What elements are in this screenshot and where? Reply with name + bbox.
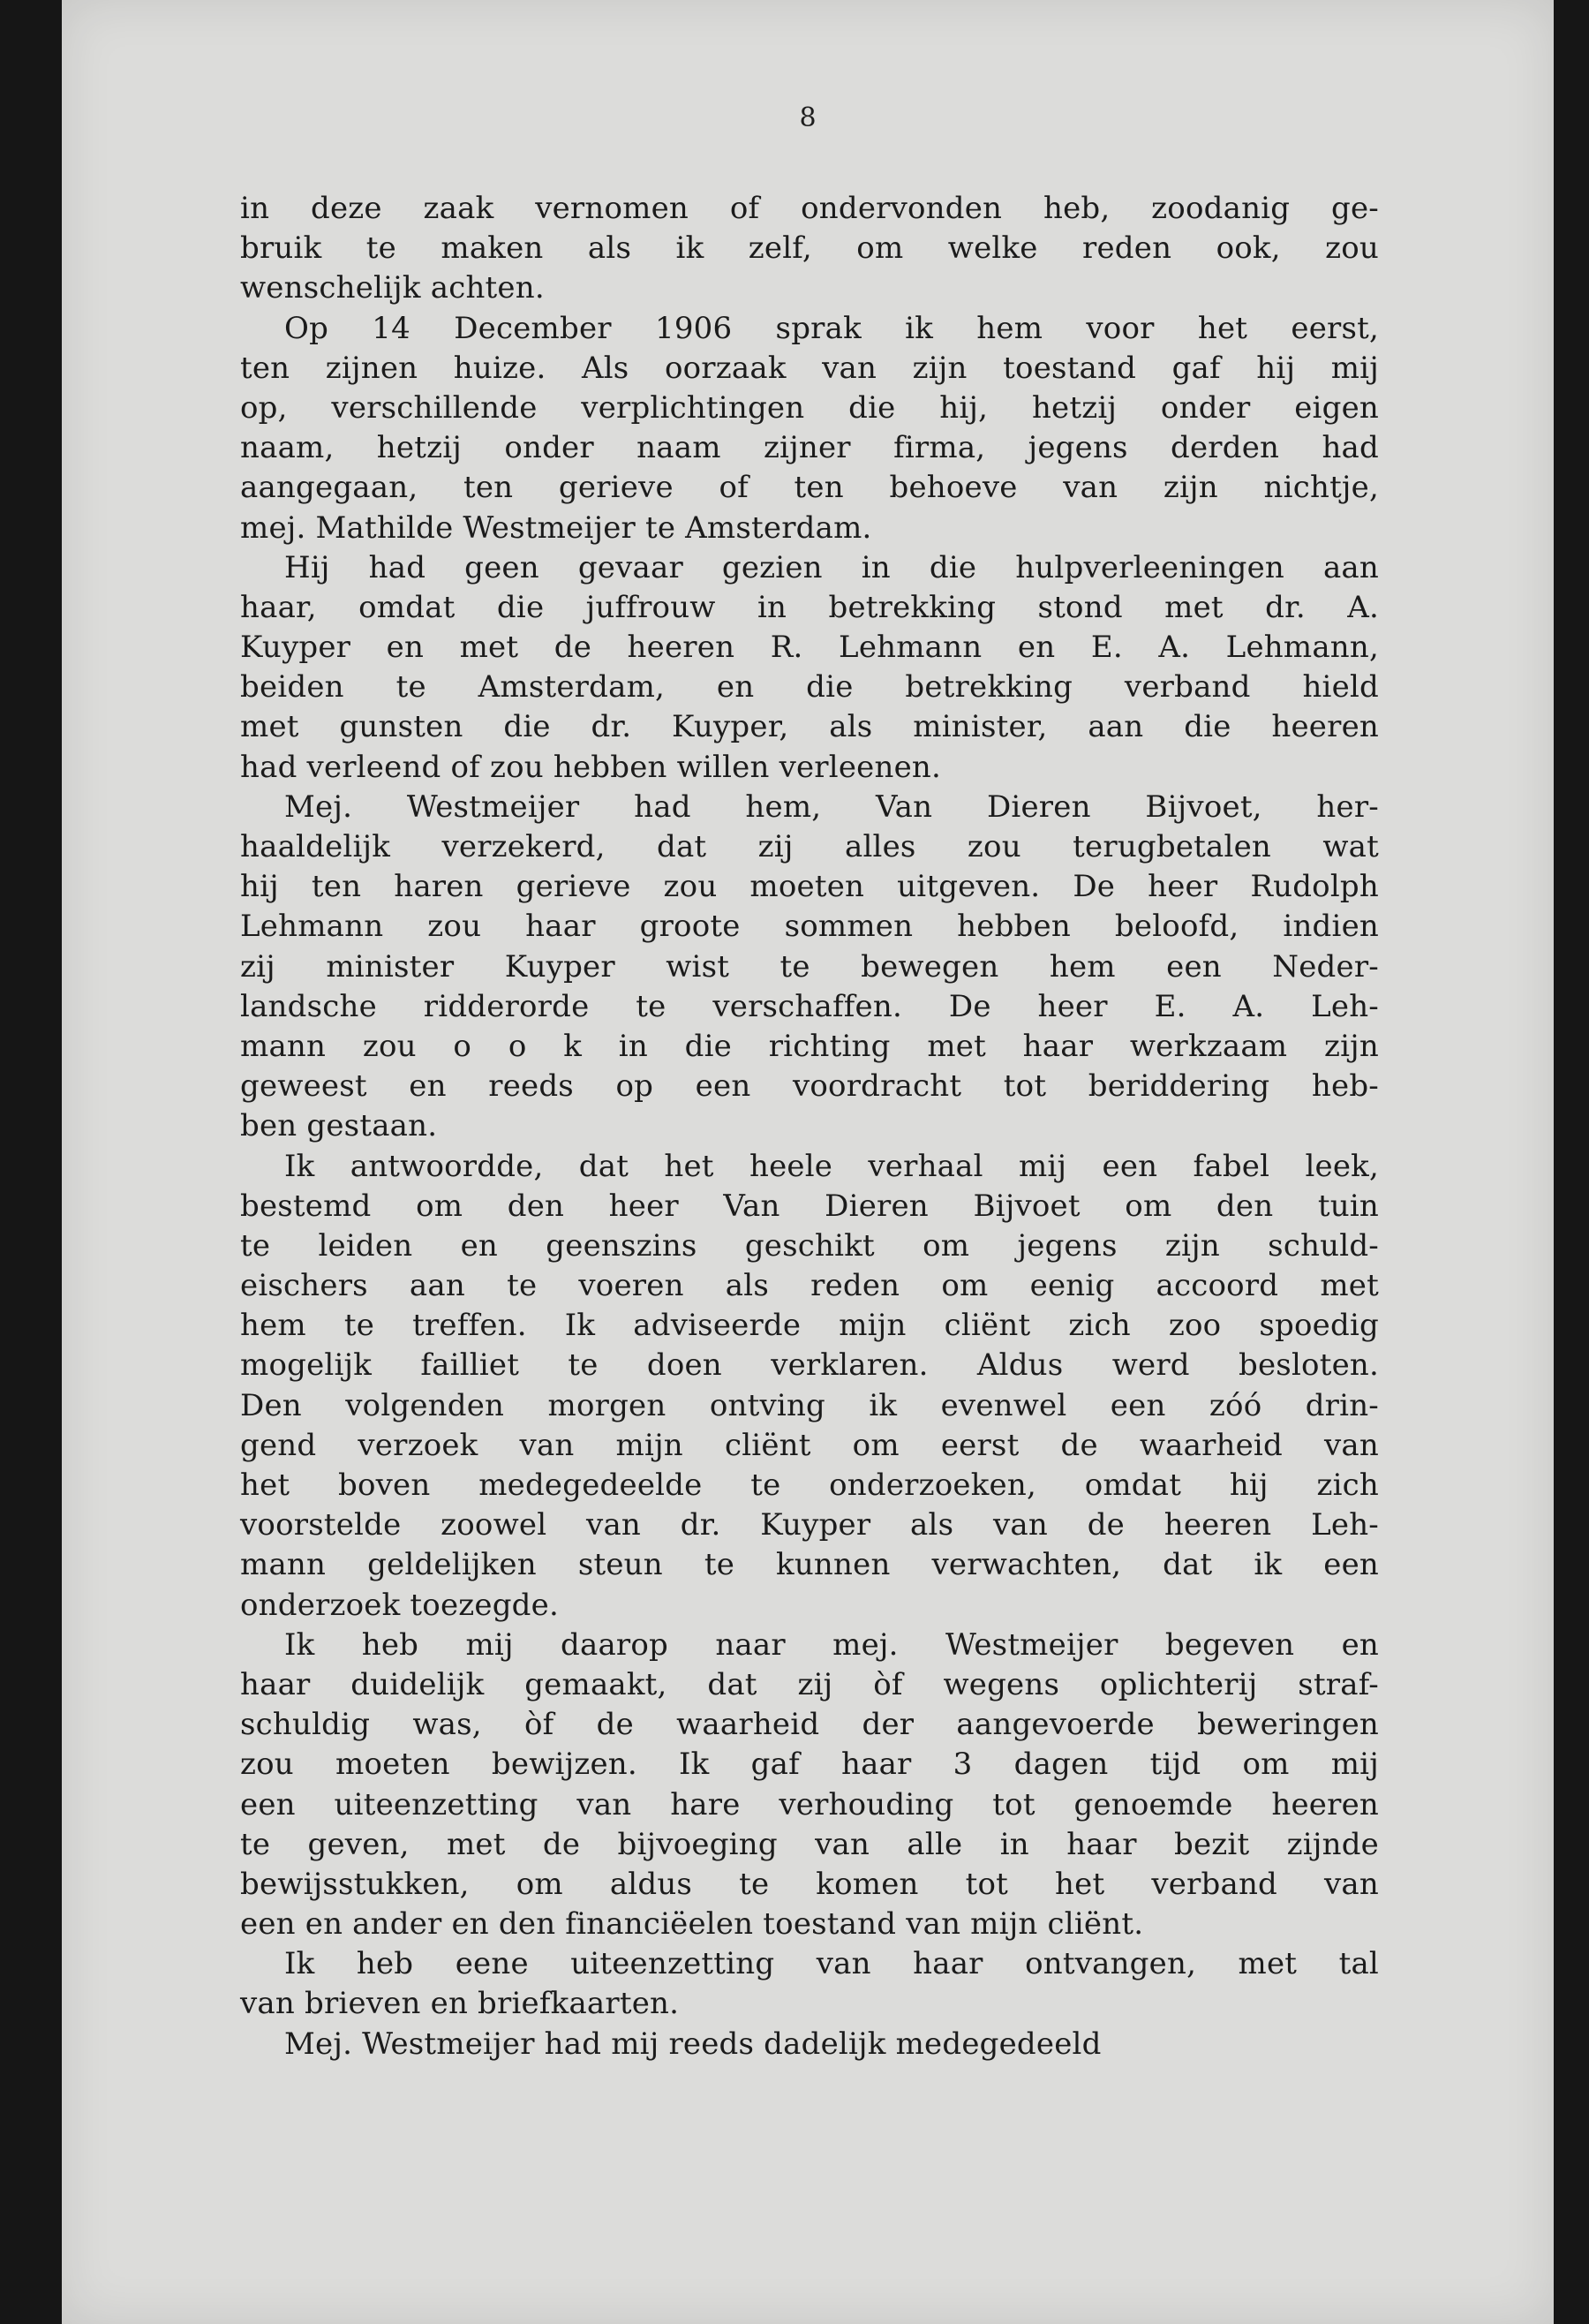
text-line: te leiden en geenszins geschikt om jegens zijn schuld- [240,1227,1379,1264]
text-line: in deze zaak vernomen of ondervonden heb, zoodanig ge- [240,191,1379,226]
text-line: Den volgenden morgen ontving ik evenwel een zóó drin- [240,1387,1379,1423]
paragraph [240,1944,1379,2024]
text-line: het boven medegedeelde te onderzoeken, omdat hij zich [240,1468,1379,1503]
text-line: bewijsstukken, om aldus te komen tot het verband van [240,1866,1379,1902]
page-number: 8 [799,102,817,133]
text-line: mogelijk failliet te doen verklaren. Aldus werd besloten. [240,1347,1379,1384]
text-line: te geven, met de bijvoeging van alle in haar bezit zijnde [240,1826,1379,1862]
book-page [62,0,1554,2324]
text-line: ben gestaan. [240,1108,438,1144]
text-line: haar duidelijk gemaakt, dat zij òf wegens oplichterij straf- [240,1666,1379,1702]
paragraph [240,309,1379,548]
text-line: gend verzoek van mijn cliënt om eerst de waarheid van [240,1427,1379,1463]
text-line: zou moeten bewijzen. Ik gaf haar 3 dagen tijd om mij [240,1747,1379,1783]
paragraph [240,1626,1379,1945]
text-line: Kuyper en met de heeren R. Lehmann en E. A. Lehmann, [240,630,1379,666]
text-line: mann zou o o k in die richting met haar werkzaam zijn [240,1028,1379,1064]
paragraph [240,2025,1379,2064]
text-line: beiden te Amsterdam, en die betrekking verband hield [240,669,1379,706]
text-line: Ik heb eene uiteenzetting van haar ontvangen, met tal [284,1946,1379,1982]
text-line: zij minister Kuyper wist te bewegen hem een Neder- [240,948,1379,985]
text-line: schuldig was, òf de waarheid der aangevoerde beweringen [240,1707,1379,1743]
paragraph [240,1147,1379,1626]
text-line: Ik heb mij daarop naar mej. Westmeijer begeven en [284,1626,1379,1663]
text-line: bestemd om den heer Van Dieren Bijvoet om den tuin [240,1188,1379,1224]
text-line: met gunsten die dr. Kuyper, als minister, aan die heeren [240,709,1379,745]
text-line: mann geldelijken steun te kunnen verwachten, dat ik een [240,1547,1379,1583]
text-line: van brieven en briefkaarten. [240,1986,680,2022]
paragraph [240,548,1379,788]
text-line: eischers aan te voeren als reden om eenig accoord met [240,1268,1379,1304]
text-line: voorstelde zoowel van dr. Kuyper als van de heeren Leh- [240,1507,1379,1543]
text-line: Hij had geen gevaar gezien in die hulpverleeningen aan [284,549,1379,585]
text-line: aangegaan, ten gerieve of ten behoeve van zijn nichtje, [240,470,1379,506]
text-line: hem te treffen. Ik adviseerde mijn cliënt zich zoo spoedig [240,1308,1379,1344]
text-line: onderzoek toezegde. [240,1587,559,1623]
text-line: Op 14 December 1906 sprak ik hem voor het eerst, [284,310,1379,346]
text-line: Ik antwoordde, dat het heele verhaal mij een fabel leek, [284,1148,1379,1184]
text-line: Mej. Westmeijer had hem, Van Dieren Bijvoet, her- [284,788,1379,825]
text-line: een uiteenzetting van hare verhouding tot genoemde heeren [240,1786,1379,1822]
body-text [240,189,1379,2064]
text-line: mej. Mathilde Westmeijer te Amsterdam. [240,509,872,546]
text-line: naam, hetzij onder naam zijner firma, jegens derden had [240,430,1379,466]
text-line: haar, omdat die juffrouw in betrekking stond met dr. A. [240,589,1379,625]
text-line: Lehmann zou haar groote sommen hebben beloofd, indien [240,909,1379,945]
text-line: een en ander en den financiëelen toestand van mijn cliënt. [240,1906,1144,1943]
text-line: hij ten haren gerieve zou moeten uitgeven. De heer Rudolph [240,869,1379,905]
text-line: had verleend of zou hebben willen verleenen. [240,749,942,785]
paragraph [240,189,1379,309]
text-line: landsche ridderorde te verschaffen. De heer E. A. Leh- [240,988,1379,1024]
text-line: Mej. Westmeijer had mij reeds dadelijk medegedeeld [284,2026,1102,2062]
text-line: wenschelijk achten. [240,270,545,306]
text-line: geweest en reeds op een voordracht tot beriddering heb- [240,1068,1379,1105]
paragraph [240,788,1379,1147]
text-line: ten zijnen huize. Als oorzaak van zijn toestand gaf hij mij [240,350,1379,386]
text-line: bruik te maken als ik zelf, om welke reden ook, zou [240,230,1379,267]
text-line: haaldelijk verzekerd, dat zij alles zou terugbetalen wat [240,829,1379,864]
text-line: op, verschillende verplichtingen die hij, hetzij onder eigen [240,389,1379,426]
